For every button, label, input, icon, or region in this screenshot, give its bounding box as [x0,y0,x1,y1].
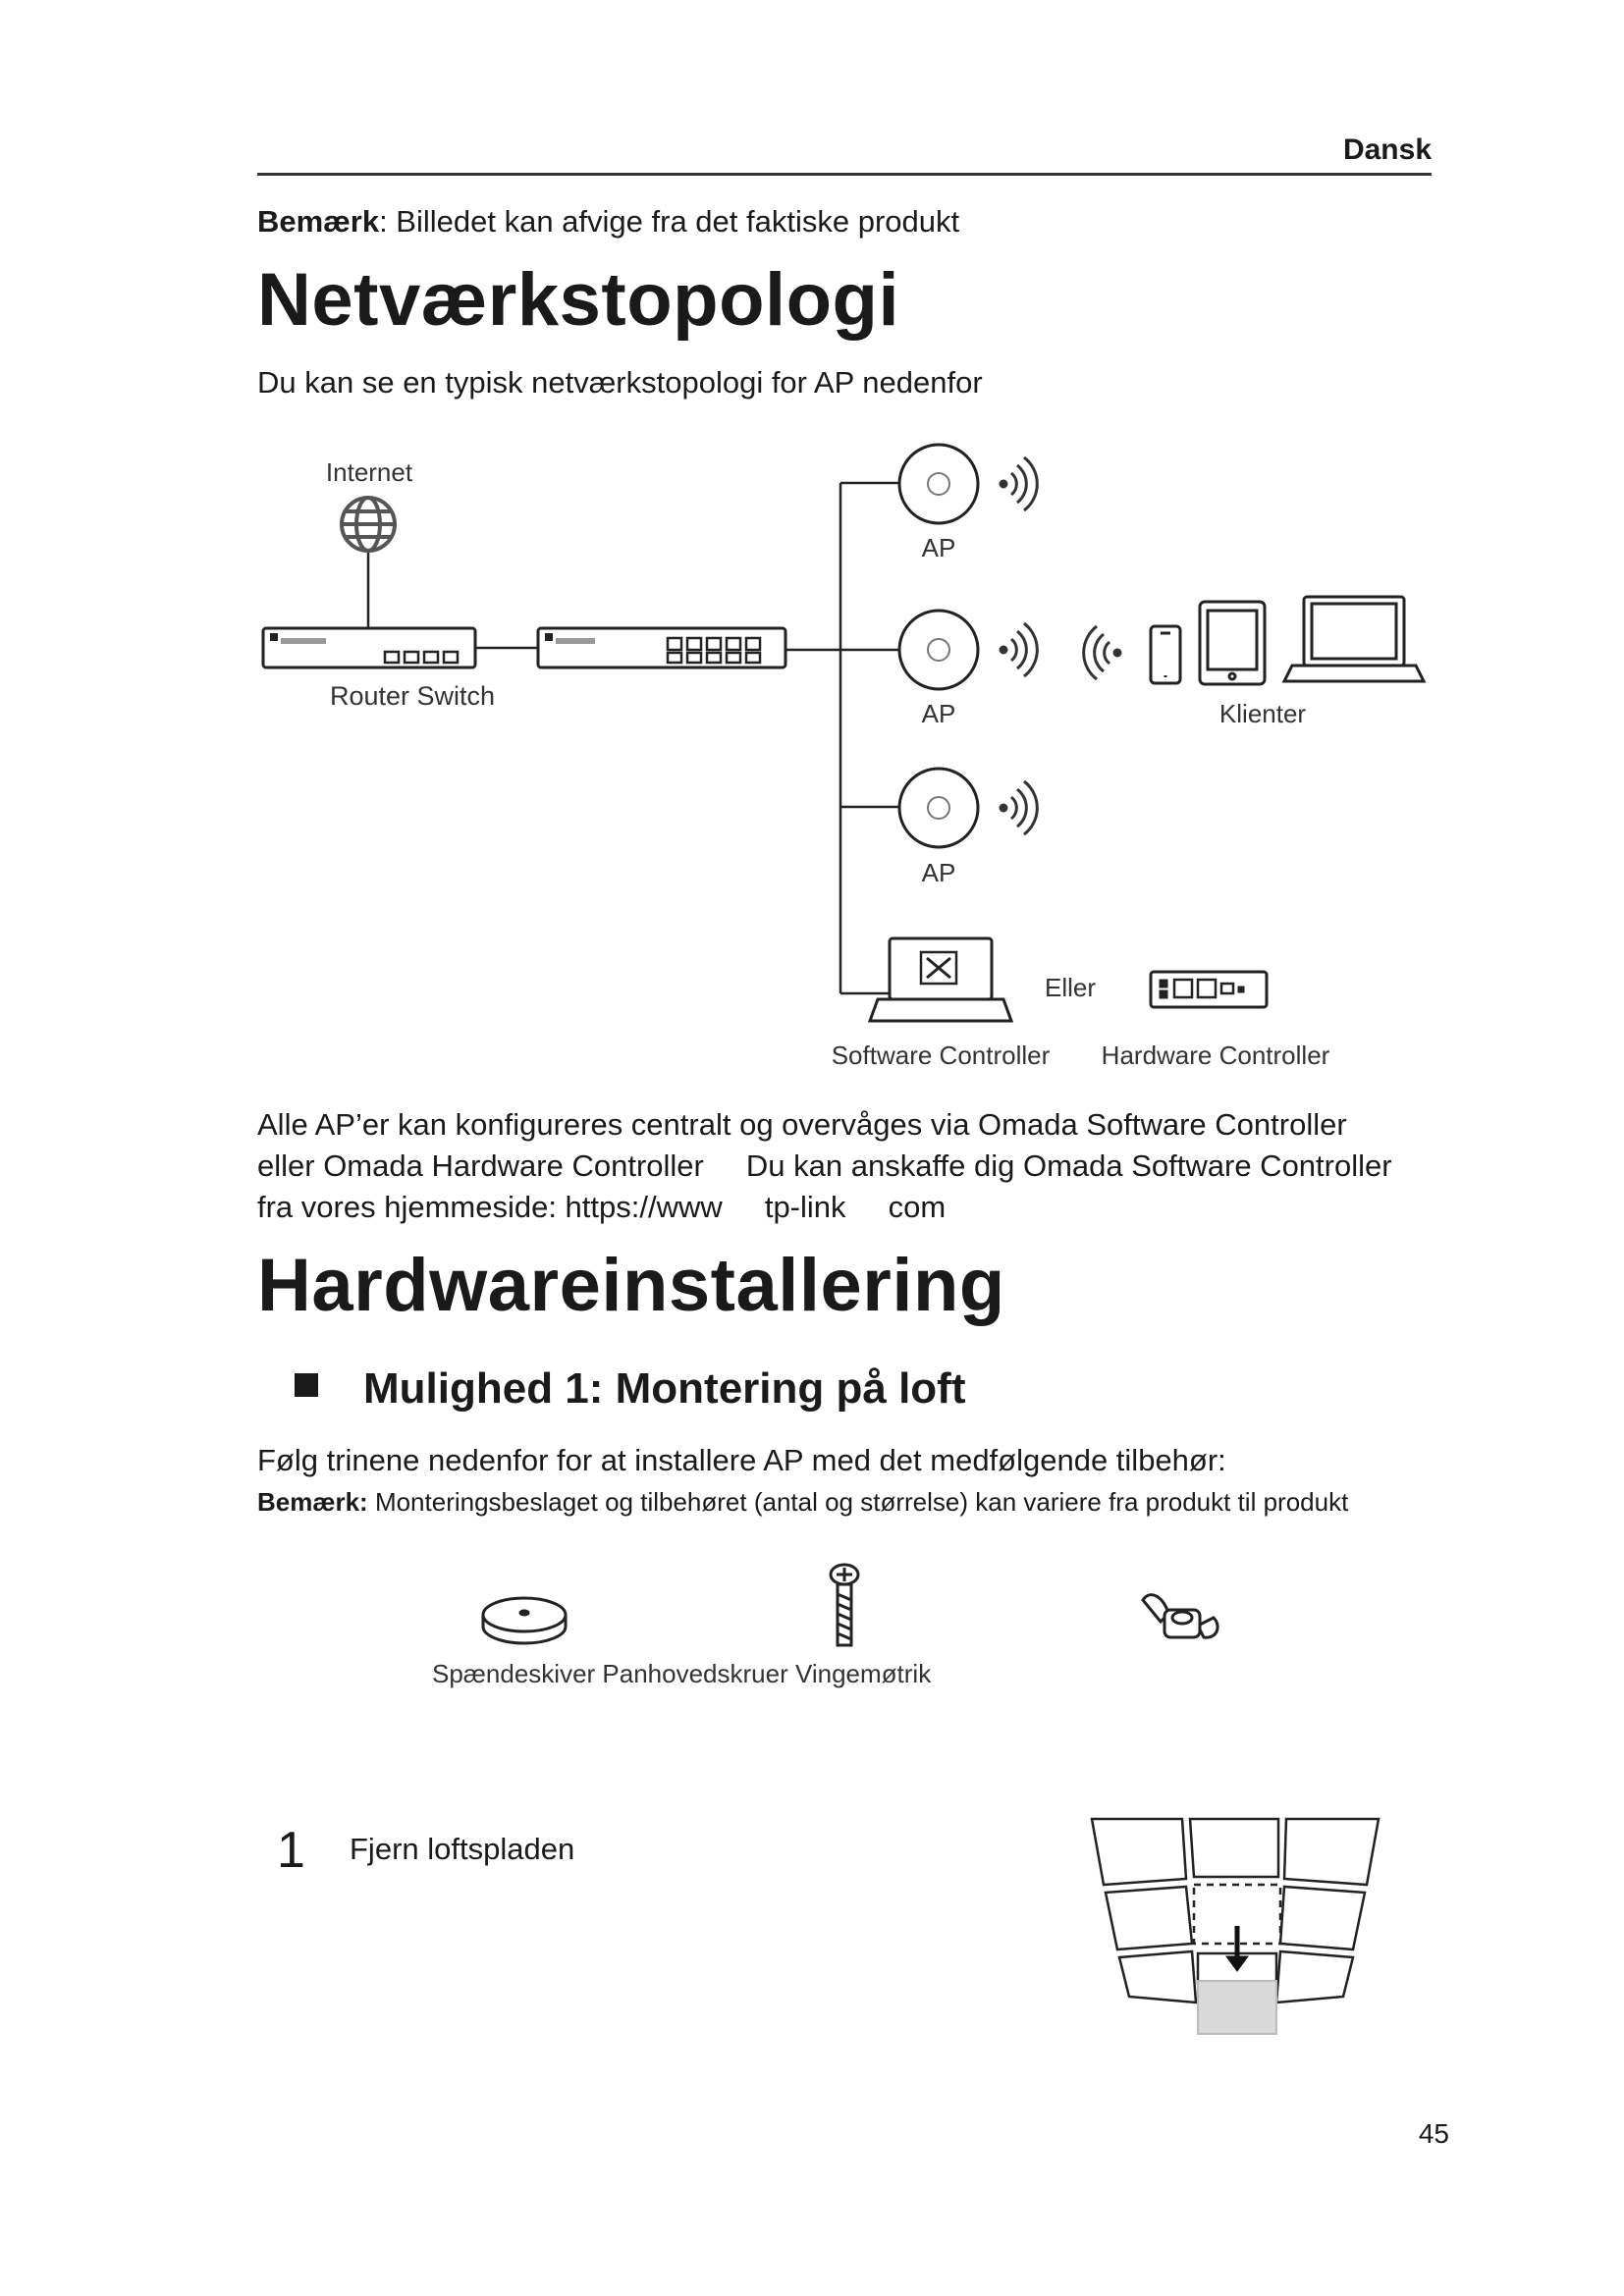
image-note-label: Bemærk [257,204,380,239]
step-text: Fjern loftspladen [350,1832,575,1866]
page-number: 45 [1418,2118,1449,2149]
internet-label: Internet [325,457,413,487]
ap-label-3: AP [921,858,956,887]
paragraph-line: eller Omada Hardware Controller Du kan anskaffe dig Omada Software Controller [257,1148,1392,1183]
washer-icon [483,1598,566,1643]
topology-intro: Du kan se en typisk netværkstopologi for AP nedenfor [257,365,983,400]
clients-label: Klienter [1218,699,1307,728]
accessory-note-label: Bemærk: [257,1487,368,1517]
hardware-title: Hardwareinstallering [257,1244,1005,1327]
accessories-caption: Spændeskiver Panhovedskruer Vingemøtrik [432,1659,932,1688]
language-label: Dansk [1342,133,1432,166]
accessory-note-text: Monteringsbeslaget og tilbehøret (antal og størrelse) kan variere fra produkt til produkt [367,1487,1349,1517]
wing-nut-icon [1143,1595,1218,1637]
topology-title: Netværkstopologi [257,258,900,342]
follow-steps-text: Følg trinene nedenfor for at installere AP med det medfølgende tilbehør: [257,1443,1226,1477]
ap-label-2: AP [921,699,956,728]
paragraph-line: Alle AP’er kan konfigureres centralt og overvåges via Omada Software Controller [257,1107,1347,1142]
software-controller-label: Software Controller [831,1041,1051,1070]
step-number: 1 [277,1822,305,1879]
ceiling-tiles-illustration [1092,1819,1379,2002]
image-note-text: : Billedet kan afvige fra det faktiske produkt [379,204,960,239]
or-label: Eller [1044,973,1097,1002]
hardware-controller-label: Hardware Controller [1101,1041,1330,1070]
paragraph-line: fra vores hjemmeside: https://www tp-link com [257,1190,947,1224]
ap-label-1: AP [921,533,956,562]
router-switch-label: Router Switch [329,681,496,711]
arrow-down-icon [1226,1926,1248,1971]
screw-icon [831,1565,858,1645]
option-heading-text: Mulighed 1: Montering på loft [363,1364,966,1413]
removed-ceiling-tile [1198,1981,1276,2034]
